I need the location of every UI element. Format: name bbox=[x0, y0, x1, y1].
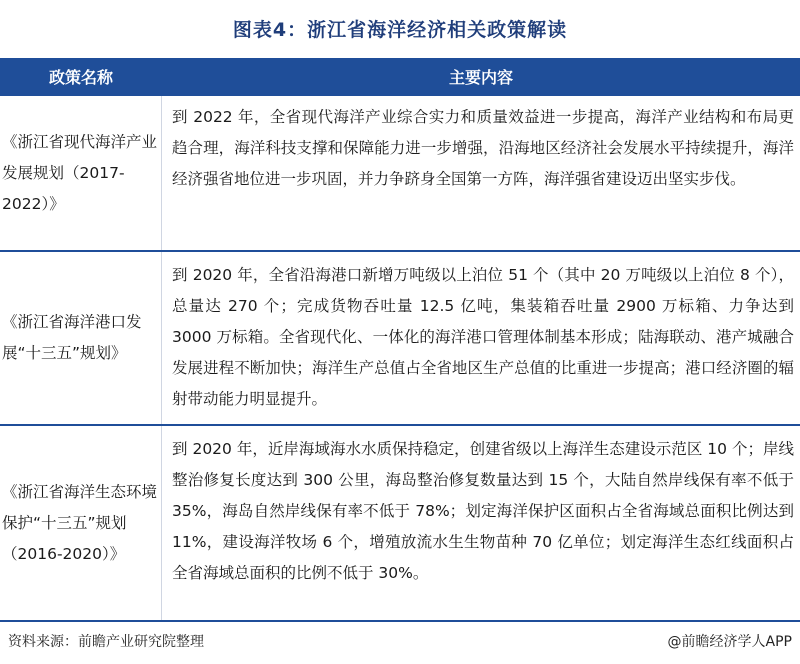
chart-title: 图表4：浙江省海洋经济相关政策解读 bbox=[232, 18, 568, 41]
policy-name-cell: 《浙江省现代海洋产业发展规划（2017-2022）》 bbox=[0, 96, 162, 250]
policy-content-cell: 到 2020 年，全省沿海港口新增万吨级以上泊位 51 个（其中 20 万吨级以上泊位 8 个），总量达 270 个；完成货物吞吐量 12.5 亿吨，集装箱吞吐量 2900 万标箱、力争达到 3000 万标箱。全省现代化、一体化的海洋港口管理体制基本形成；陆海联动、港产城融合发展进程不断加快；海洋生产总值占全省地区生产总值的比重进一步提高；港口经济圈的辐射带动能力明显提升。 bbox=[172, 266, 794, 408]
policy-table bbox=[0, 58, 800, 618]
table-row bbox=[0, 250, 800, 424]
policy-content-cell: 到 2022 年，全省现代海洋产业综合实力和质量效益进一步提高，海洋产业结构和布局更趋合理，海洋科技支撑和保障能力进一步增强，沿海地区经济社会发展水平持续提升，海洋经济强省地位进一步巩固，并力争跻身全国第一方阵，海洋强省建设迈出坚实步伐。 bbox=[172, 108, 794, 188]
brand-credit: @前瞻经济学人APP bbox=[667, 634, 792, 650]
source-note: 资料来源：前瞻产业研究院整理 bbox=[8, 634, 204, 650]
policy-name-cell: 《浙江省海洋生态环境保护“十三五”规划（2016-2020）》 bbox=[0, 426, 162, 620]
table-row bbox=[0, 424, 800, 622]
policy-name-cell: 《浙江省海洋港口发展“十三五”规划》 bbox=[0, 252, 162, 424]
header-policy-name: 政策名称 bbox=[48, 67, 113, 87]
header-main-content: 主要内容 bbox=[448, 67, 513, 87]
footer bbox=[0, 626, 800, 656]
table-row bbox=[0, 94, 800, 250]
table-header bbox=[0, 58, 800, 94]
policy-content-cell: 到 2020 年，近岸海域海水水质保持稳定，创建省级以上海洋生态建设示范区 10 个；岸线整治修复长度达到 300 公里，海岛整治修复数量达到 15 个，大陆自然岸线保有率不低于 35%，海岛自然岸线保有率不低于 78%；划定海洋保护区面积占全省海域总面积比例达到 11%，建设海洋牧场 6 个，增殖放流水生生物苗种 70 亿单位；划定海洋生态红线面积占全省海域总面积的比例不低于 30%。 bbox=[172, 440, 794, 582]
